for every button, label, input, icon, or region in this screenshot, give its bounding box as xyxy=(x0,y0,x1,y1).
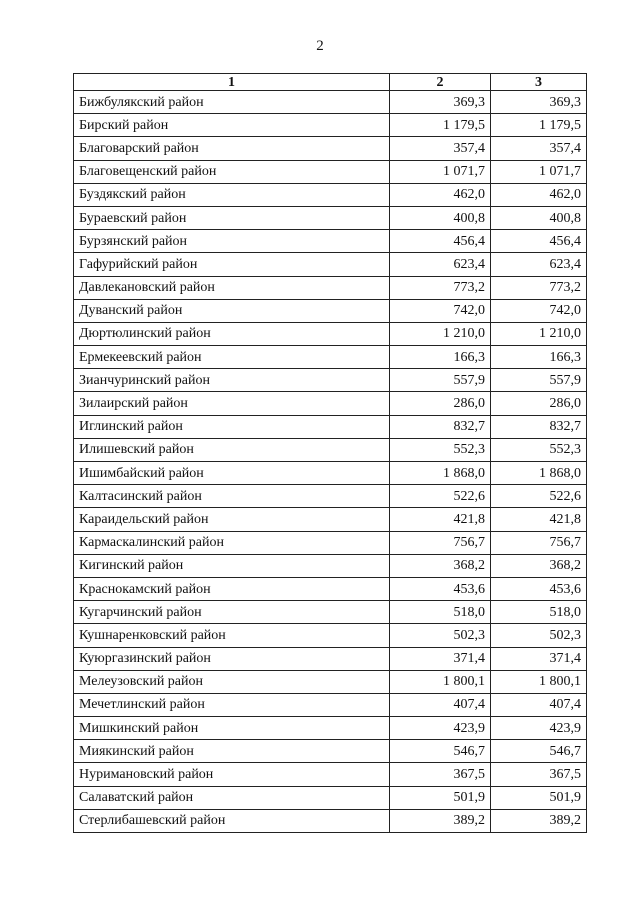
district-name-cell: Ермекеевский район xyxy=(74,346,390,369)
page-number: 2 xyxy=(316,38,324,54)
district-name-cell: Давлекановский район xyxy=(74,276,390,299)
table-row xyxy=(74,438,587,461)
value-col3-cell: 518,0 xyxy=(491,601,587,624)
value-col2-cell: 773,2 xyxy=(390,276,491,299)
value-col2-cell: 552,3 xyxy=(390,438,491,461)
value-col3-cell: 1 210,0 xyxy=(491,322,587,345)
district-name-cell: Бураевский район xyxy=(74,206,390,229)
district-name-cell: Мелеузовский район xyxy=(74,670,390,693)
value-col2-cell: 546,7 xyxy=(390,740,491,763)
table-row xyxy=(74,114,587,137)
value-col3-cell: 357,4 xyxy=(491,137,587,160)
value-col2-cell: 742,0 xyxy=(390,299,491,322)
table-row xyxy=(74,253,587,276)
table-row xyxy=(74,485,587,508)
district-name-cell: Салаватский район xyxy=(74,786,390,809)
value-col3-cell: 389,2 xyxy=(491,809,587,832)
district-name-cell: Благоварский район xyxy=(74,137,390,160)
value-col2-cell: 1 179,5 xyxy=(390,114,491,137)
table-row xyxy=(74,647,587,670)
value-col2-cell: 501,9 xyxy=(390,786,491,809)
value-col3-cell: 552,3 xyxy=(491,438,587,461)
value-col3-cell: 756,7 xyxy=(491,531,587,554)
district-name-cell: Дуванский район xyxy=(74,299,390,322)
value-col3-cell: 369,3 xyxy=(491,91,587,114)
value-col2-cell: 557,9 xyxy=(390,369,491,392)
table-body xyxy=(74,91,587,833)
value-col3-cell: 546,7 xyxy=(491,740,587,763)
table-row xyxy=(74,137,587,160)
value-col3-cell: 371,4 xyxy=(491,647,587,670)
value-col3-cell: 1 179,5 xyxy=(491,114,587,137)
district-name-cell: Караидельский район xyxy=(74,508,390,531)
value-col3-cell: 502,3 xyxy=(491,624,587,647)
table-row xyxy=(74,601,587,624)
table-row xyxy=(74,462,587,485)
table-row xyxy=(74,740,587,763)
value-col2-cell: 832,7 xyxy=(390,415,491,438)
value-col2-cell: 389,2 xyxy=(390,809,491,832)
district-name-cell: Дюртюлинский район xyxy=(74,322,390,345)
column-header-2: 2 xyxy=(390,74,491,91)
table-row xyxy=(74,346,587,369)
district-name-cell: Зианчуринский район xyxy=(74,369,390,392)
value-col2-cell: 423,9 xyxy=(390,717,491,740)
value-col2-cell: 166,3 xyxy=(390,346,491,369)
table-row xyxy=(74,322,587,345)
value-col3-cell: 368,2 xyxy=(491,554,587,577)
value-col3-cell: 623,4 xyxy=(491,253,587,276)
district-name-cell: Ишимбайский район xyxy=(74,462,390,485)
value-col3-cell: 407,4 xyxy=(491,693,587,716)
value-col2-cell: 371,4 xyxy=(390,647,491,670)
value-col2-cell: 623,4 xyxy=(390,253,491,276)
district-name-cell: Гафурийский район xyxy=(74,253,390,276)
value-col2-cell: 400,8 xyxy=(390,206,491,229)
value-col3-cell: 166,3 xyxy=(491,346,587,369)
value-col3-cell: 462,0 xyxy=(491,183,587,206)
table-row xyxy=(74,577,587,600)
value-col2-cell: 756,7 xyxy=(390,531,491,554)
district-name-cell: Кушнаренковский район xyxy=(74,624,390,647)
value-col3-cell: 1 071,7 xyxy=(491,160,587,183)
table-row xyxy=(74,415,587,438)
value-col2-cell: 368,2 xyxy=(390,554,491,577)
table-row xyxy=(74,531,587,554)
table-row xyxy=(74,763,587,786)
district-name-cell: Илишевский район xyxy=(74,438,390,461)
value-col2-cell: 367,5 xyxy=(390,763,491,786)
district-name-cell: Мишкинский район xyxy=(74,717,390,740)
district-name-cell: Мечетлинский район xyxy=(74,693,390,716)
value-col3-cell: 522,6 xyxy=(491,485,587,508)
value-col3-cell: 742,0 xyxy=(491,299,587,322)
district-name-cell: Миякинский район xyxy=(74,740,390,763)
table-row xyxy=(74,183,587,206)
district-name-cell: Куюргазинский район xyxy=(74,647,390,670)
value-col3-cell: 1 868,0 xyxy=(491,462,587,485)
district-name-cell: Бирский район xyxy=(74,114,390,137)
district-name-cell: Бижбулякский район xyxy=(74,91,390,114)
district-name-cell: Краснокамский район xyxy=(74,577,390,600)
value-col2-cell: 462,0 xyxy=(390,183,491,206)
header-row xyxy=(74,74,587,91)
table-row xyxy=(74,786,587,809)
value-col3-cell: 453,6 xyxy=(491,577,587,600)
value-col3-cell: 367,5 xyxy=(491,763,587,786)
value-col2-cell: 407,4 xyxy=(390,693,491,716)
district-name-cell: Кармаскалинский район xyxy=(74,531,390,554)
value-col3-cell: 832,7 xyxy=(491,415,587,438)
table-row xyxy=(74,508,587,531)
value-col2-cell: 502,3 xyxy=(390,624,491,647)
table-row xyxy=(74,624,587,647)
table-row xyxy=(74,554,587,577)
table-row xyxy=(74,299,587,322)
district-name-cell: Буздякский район xyxy=(74,183,390,206)
district-name-cell: Зилаирский район xyxy=(74,392,390,415)
value-col2-cell: 369,3 xyxy=(390,91,491,114)
value-col3-cell: 423,9 xyxy=(491,717,587,740)
value-col2-cell: 1 210,0 xyxy=(390,322,491,345)
value-col2-cell: 1 868,0 xyxy=(390,462,491,485)
district-name-cell: Иглинский район xyxy=(74,415,390,438)
column-header-1: 1 xyxy=(74,74,390,91)
table-row xyxy=(74,717,587,740)
table-row xyxy=(74,160,587,183)
value-col3-cell: 773,2 xyxy=(491,276,587,299)
district-name-cell: Калтасинский район xyxy=(74,485,390,508)
value-col2-cell: 1 800,1 xyxy=(390,670,491,693)
table-row xyxy=(74,91,587,114)
value-col3-cell: 557,9 xyxy=(491,369,587,392)
table-row xyxy=(74,206,587,229)
value-col3-cell: 286,0 xyxy=(491,392,587,415)
table-row xyxy=(74,230,587,253)
value-col3-cell: 400,8 xyxy=(491,206,587,229)
district-name-cell: Кигинский район xyxy=(74,554,390,577)
value-col2-cell: 522,6 xyxy=(390,485,491,508)
value-col2-cell: 456,4 xyxy=(390,230,491,253)
district-name-cell: Бурзянский район xyxy=(74,230,390,253)
district-name-cell: Стерлибашевский район xyxy=(74,809,390,832)
table-row xyxy=(74,693,587,716)
table-row xyxy=(74,809,587,832)
value-col2-cell: 286,0 xyxy=(390,392,491,415)
value-col2-cell: 1 071,7 xyxy=(390,160,491,183)
column-header-3: 3 xyxy=(491,74,587,91)
table-row xyxy=(74,369,587,392)
district-name-cell: Кугарчинский район xyxy=(74,601,390,624)
value-col2-cell: 453,6 xyxy=(390,577,491,600)
value-col3-cell: 456,4 xyxy=(491,230,587,253)
table-row xyxy=(74,392,587,415)
value-col2-cell: 518,0 xyxy=(390,601,491,624)
table-row xyxy=(74,670,587,693)
table-header xyxy=(74,74,587,91)
district-table xyxy=(73,73,587,833)
district-name-cell: Благовещенский район xyxy=(74,160,390,183)
value-col3-cell: 501,9 xyxy=(491,786,587,809)
value-col3-cell: 1 800,1 xyxy=(491,670,587,693)
value-col2-cell: 357,4 xyxy=(390,137,491,160)
district-name-cell: Нуримановский район xyxy=(74,763,390,786)
value-col3-cell: 421,8 xyxy=(491,508,587,531)
table-row xyxy=(74,276,587,299)
value-col2-cell: 421,8 xyxy=(390,508,491,531)
